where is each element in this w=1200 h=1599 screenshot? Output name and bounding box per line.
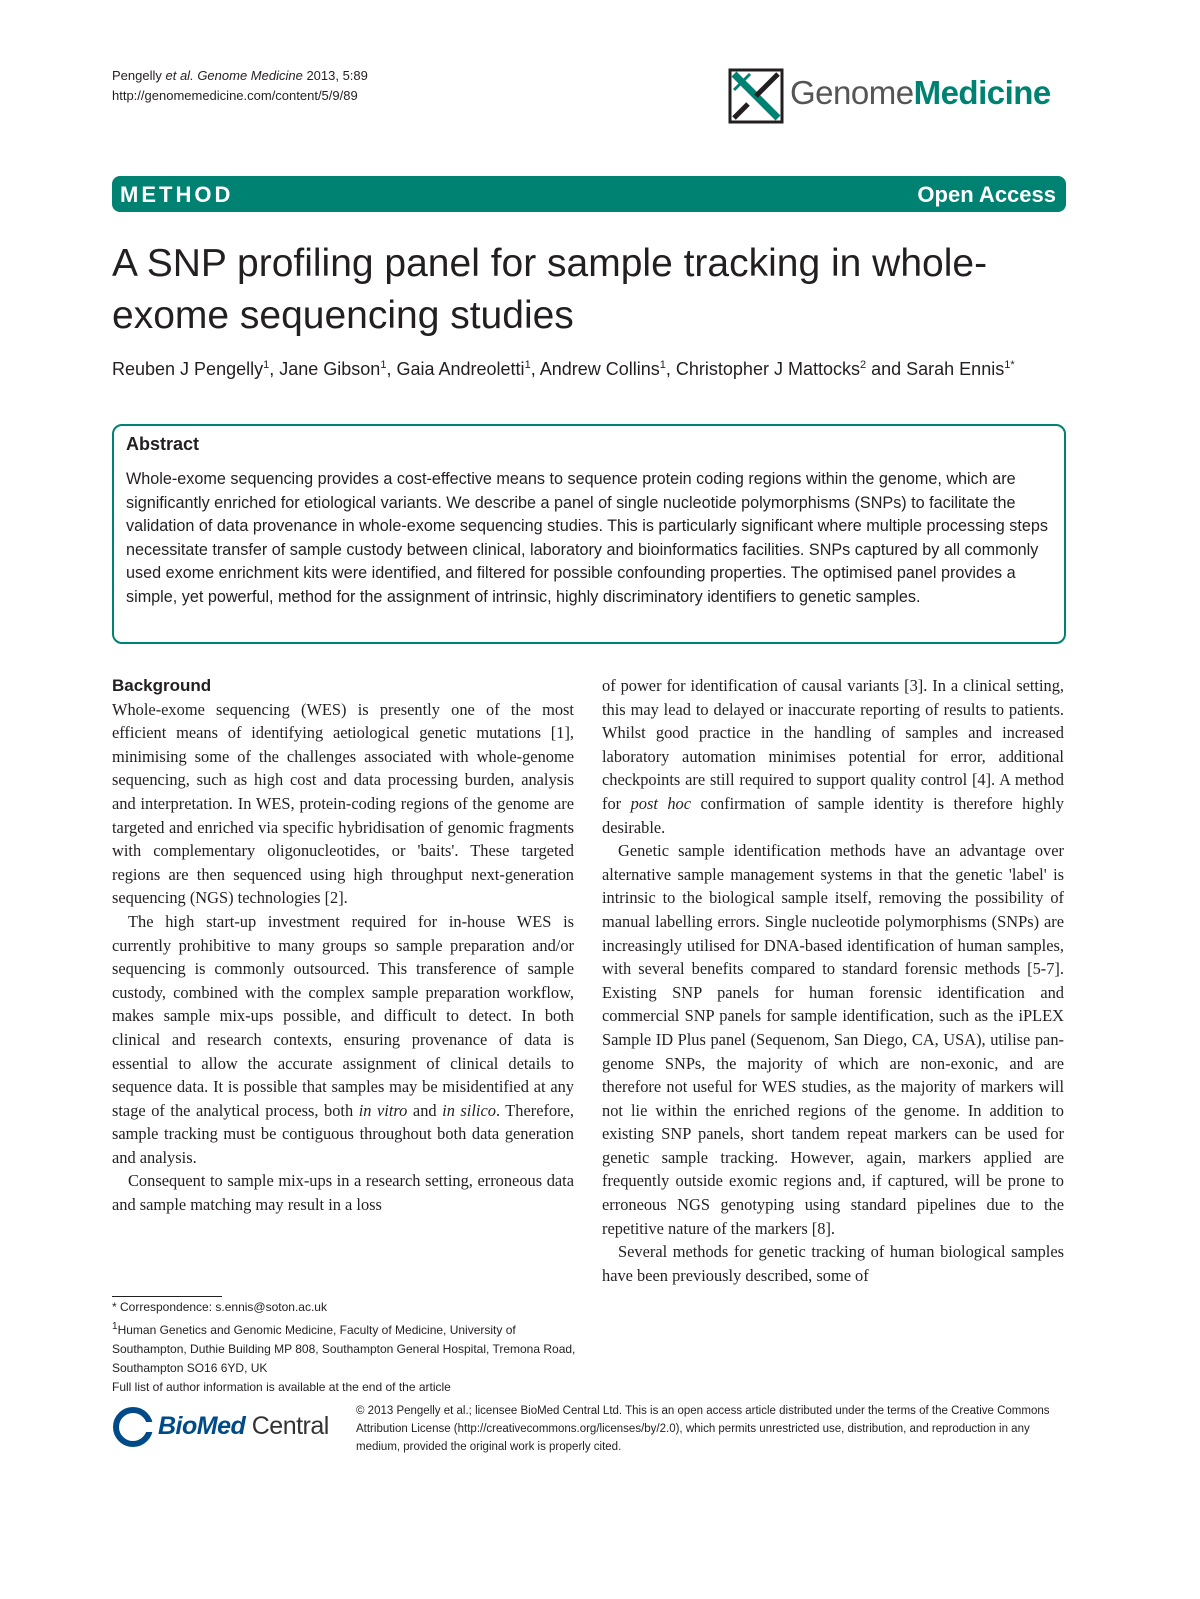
citation-journal: Genome Medicine: [197, 68, 303, 83]
article-url[interactable]: http://genomemedicine.com/content/5/9/89: [112, 88, 358, 103]
body-paragraph: Genetic sample identification methods have an advantage over alternative sample management systems in that the genetic 'label' is intrinsic to the biological sample itself, removing the possibility of manual labelling errors. Single nucleotide polymorphisms (SNPs) are increasingly utilised for DNA-based identification of human samples, with several benefits compared to standard forensic methods [5-7]. Existing SNP panels for human forensic identification and commercial SNP panels for sample identification, such as the iPLEX Sample ID Plus panel (Sequenom, San Diego, CA, USA), utilise pan-genome SNPs, the majority of which are non-exonic, and are therefore not useful for WES studies, as the majority of markers will not lie within the enriched regions of the genome. In addition to existing SNP panels, short tandem repeat markers can be used for genetic sample tracking. However, again, markers applied are frequently outside exomic regions and, if captured, will be prone to erroneous NGS genotyping using standard pipelines due to the repetitive nature of the markers [8].: [602, 841, 1064, 1238]
author: Sarah Ennis: [906, 359, 1005, 379]
biomed-central-logo-icon: [112, 1406, 154, 1448]
journal-citation: [112, 66, 368, 106]
author: Reuben J Pengelly: [112, 359, 264, 379]
footnotes: [112, 1298, 582, 1397]
article-type-band: [112, 176, 1066, 212]
article-type-label: METHOD: [120, 182, 234, 207]
body-paragraph: Consequent to sample mix-ups in a research setting, erroneous data and sample matching may result in a loss: [112, 1171, 574, 1215]
body-paragraph: Several methods for genetic tracking of human biological samples have been previously described, some of: [602, 1242, 1064, 1285]
author: Gaia Andreoletti: [396, 359, 525, 379]
abstract-heading: Abstract: [126, 434, 200, 454]
author-list: Reuben J Pengelly$^1$, Jane Gibson$^1$, Gaia Andreoletti$^1$, Andrew Collins$^1$, Christopher J Mattocks$^2$ and Sarah Ennis$^{1*}$: [112, 359, 1015, 379]
citation-authors: Pengelly: [112, 68, 162, 83]
journal-logo-text: [790, 74, 1051, 112]
citation-volume: 2013, 5:89: [306, 68, 368, 83]
author-affiliation: 1: [380, 359, 387, 371]
genome-medicine-logo-icon: [728, 68, 784, 124]
abstract-text: Whole-exome sequencing provides a cost-effective means to sequence protein coding regions within the genome, which are significantly enriched for etiological variants. We describe a panel of single nucleotide polymorphisms (SNPs) to facilitate the validation of data provenance in whole-exome sequencing studies. This is particularly significant where multiple processing steps necessitate transfer of sample custody between clinical, laboratory and bioinformatics facilities. SNPs captured by all commonly used exome enrichment kits were identified, and filtered for possible confounding properties. The optimised panel provides a simple, yet powerful, method for the assignment of intrinsic, highly discriminatory identifiers to genetic samples.: [126, 470, 1048, 606]
citation-line: [112, 66, 368, 86]
logo-light-text: Genome: [790, 74, 914, 111]
body-paragraph: of power for identification of causal variants [3]. In a clinical setting, this may lead to delayed or inaccurate reporting of results to patients. Whilst good practice in the handling of samples and increased laboratory automation minimises potential for error, additional checkpoints are still required to support quality control [4]. A method for post hoc confirmation of sample identity is therefore highly desirable.: [602, 676, 1064, 837]
body-column-right: [602, 674, 1064, 1287]
publisher-name: BioMed Central: [158, 1412, 329, 1440]
author-affiliation: 1: [659, 359, 666, 371]
section-heading-background: Background: [112, 676, 212, 695]
author: Andrew Collins: [539, 359, 660, 379]
author-info-note: Full list of author information is available at the end of the article: [112, 1380, 451, 1394]
publisher-logo: [112, 1404, 352, 1450]
author: Jane Gibson: [279, 359, 381, 379]
author-affiliation: 2: [859, 359, 867, 371]
article-title: A SNP profiling panel for sample tracking in whole-exome sequencing studies: [112, 242, 988, 337]
citation-etal: et al.: [165, 68, 194, 83]
abstract-box: [112, 424, 1066, 644]
journal-logo: [728, 68, 1068, 124]
open-access-label: Open Access: [917, 182, 1056, 207]
affiliation-note: $^1$Human Genetics and Genomic Medicine, Faculty of Medicine, University of Southampton, Duthie Building MP 808, Southampton General Hospital, Tremona Road, Southampton SO16 6YD, UK: [112, 1321, 576, 1375]
body-paragraph: The high start-up investment required for in-house WES is currently prohibitive to many groups so sample preparation and/or sequencing is commonly outsourced. This transference of sample custody, combined with the complex sample preparation workflow, makes sample mix-ups possible, and difficult to detect. In both clinical and research contexts, ensuring provenance of data is essential to allow the accurate assignment of clinical details to sequence data. It is possible that samples may be misidentified at any stage of the analytical process, both in vitro and in silico. Therefore, sample tracking must be contiguous throughout both data generation and analysis.: [112, 911, 574, 1167]
author-affiliation: 1: [524, 359, 531, 371]
author: Christopher J Mattocks: [675, 359, 860, 379]
footnote-divider: [112, 1296, 222, 1297]
logo-bold-text: Medicine: [913, 74, 1051, 111]
author-affiliation: 1: [263, 359, 270, 371]
body-paragraph: Whole-exome sequencing (WES) is presently one of the most efficient means of identifying aetiological genetic mutations [1], minimising some of the challenges associated with whole-genome sequencing, such as high cost and data processing burden, analysis and interpretation. In WES, protein-coding regions of the genome are targeted and enriched via specific hybridisation of genomic fragments with complementary oligonucleotides, or 'baits'. These targeted regions are then sequenced using high throughput next-generation sequencing (NGS) technologies [2].: [112, 699, 574, 908]
correspondence-note: * Correspondence: s.ennis@soton.ac.uk: [112, 1300, 327, 1314]
author-affiliation: 1*: [1004, 359, 1015, 371]
body-column-left: [112, 674, 574, 1217]
license-statement: © 2013 Pengelly et al.; licensee BioMed Central Ltd. This is an open access article distributed under the terms of the Creative Commons Attribution License (http://creativecommons.org/licenses/by/2.0), which permits unrestricted use, distribution, and reproduction in any medium, provided the original work is properly cited.: [356, 1405, 1050, 1453]
